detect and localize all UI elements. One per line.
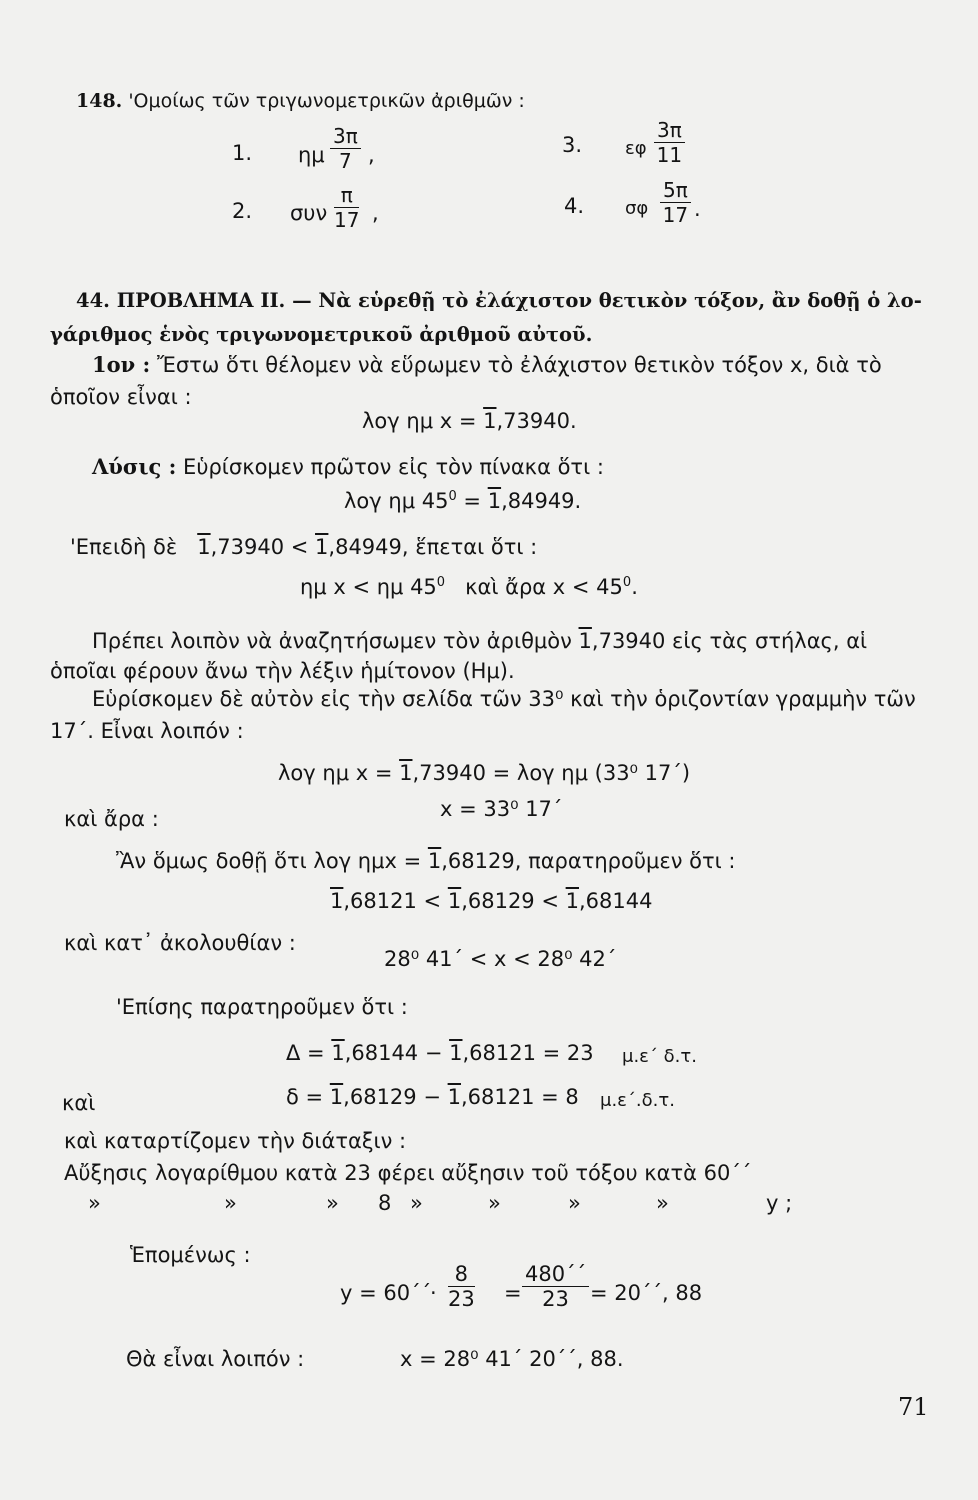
exercise-item-func: συν xyxy=(290,201,328,225)
eight-value: 8 xyxy=(378,1191,392,1215)
exercise-item-label: 4. xyxy=(564,194,585,218)
fraction-480-23 xyxy=(522,1262,589,1311)
equation-text: ,68129 < xyxy=(461,889,566,913)
solution-text: Εὑρίσκομεν πρῶτον εἰς τὸν πίνακα ὅτι : xyxy=(183,455,604,479)
delta-big-line xyxy=(286,1040,594,1066)
ditto-mark: » xyxy=(326,1191,339,1215)
exercise-item-label: 2. xyxy=(232,199,253,223)
equals-sign: = xyxy=(504,1281,522,1305)
paragraph-text: ,73940 εἰς τὰς στήλας, αἱ xyxy=(591,629,868,653)
equation-text: καὶ ἄρα x < 45 xyxy=(465,575,623,599)
characteristic: 1 xyxy=(578,629,592,653)
characteristic: 1 xyxy=(565,889,579,913)
equation-text: ,68121 = 8 xyxy=(460,1085,579,1109)
degree-mark: 0 xyxy=(448,489,457,504)
equation-text: ,84949, xyxy=(328,535,409,559)
equation-table-value xyxy=(344,484,581,514)
equation-text: = xyxy=(456,489,488,513)
exercise-item-punct: , xyxy=(368,143,375,167)
characteristic: 1 xyxy=(399,761,413,785)
arrange-label: καὶ καταρτίζομεν τὴν διάταξιν : xyxy=(64,1129,407,1153)
equation-text: ,73940 < xyxy=(210,535,316,559)
range-degrees: 28⁰ 41΄ < x < 28⁰ 42΄ xyxy=(384,947,617,971)
equation-text: λογ ημ 45 xyxy=(344,489,449,513)
also-line: 'Επίσης παρατηροῦμεν ὅτι : xyxy=(116,995,408,1019)
fraction-8-23 xyxy=(448,1262,475,1311)
equation-text: . xyxy=(631,575,638,599)
since-line xyxy=(70,534,537,560)
ditto-mark: » xyxy=(568,1191,581,1215)
exercise-item-punct: , xyxy=(372,201,379,225)
hence-label: Ἑπομένως : xyxy=(130,1243,251,1267)
characteristic: 1 xyxy=(331,1041,345,1065)
characteristic: 1 xyxy=(427,849,442,873)
given-line xyxy=(116,848,735,874)
fraction-numerator: 3π xyxy=(654,118,685,143)
fraction-denominator: 7 xyxy=(339,149,352,173)
equation-text: Ἂν ὅμως δοθῇ ὅτι λογ ημx = xyxy=(116,849,428,873)
range-line xyxy=(330,888,652,914)
part1-text-cont: ὁποῖον εἶναι : xyxy=(50,385,192,409)
unit-label: μ.ε΄ δ.τ. xyxy=(622,1046,697,1067)
problem-title-line2: γάριθμος ἑνὸς τριγωνομετρικοῦ ἀριθμοῦ αὐτοῦ. xyxy=(50,323,593,346)
problem-title-line1: 44. ΠΡΟΒΛΗΜΑ ΙΙ. — Νὰ εὑρεθῇ τὸ ἐλάχιστον θετικὸν τόξον, ἂν δοθῇ ὁ λο- xyxy=(76,289,922,312)
follows-text: ἕπεται ὅτι : xyxy=(415,535,538,559)
solution-label: Λύσις : xyxy=(92,454,177,479)
equation-result: x = 33⁰ 17΄ xyxy=(440,797,563,821)
inequality-line xyxy=(300,570,638,600)
characteristic: 1 xyxy=(483,409,497,433)
unit-label: μ.ε΄.δ.τ. xyxy=(600,1090,675,1111)
fraction-denominator: 23 xyxy=(448,1287,475,1311)
fraction-numerator: 3π xyxy=(330,124,361,149)
fraction-denominator: 17 xyxy=(334,208,360,232)
characteristic: 1 xyxy=(330,889,344,913)
paragraph-line: 17΄. Εἶναι λοιπόν : xyxy=(50,719,244,743)
fraction-numerator: 8 xyxy=(448,1262,475,1287)
consequently-label: καὶ κατ᾿ ἀκολουθίαν : xyxy=(64,931,296,955)
multiply-dot: · xyxy=(430,1281,437,1305)
characteristic: 1 xyxy=(329,1085,344,1109)
exercise-heading xyxy=(76,88,525,114)
exercise-item-fraction xyxy=(660,178,691,227)
increase-line: Αὔξησις λογαρίθμου κατὰ 23 φέρει αὔξησιν τοῦ τόξου κατὰ 60΄΄ xyxy=(64,1161,752,1185)
ditto-mark: » xyxy=(488,1191,501,1215)
equation-text: ,73940. xyxy=(496,409,577,433)
equation-text: ,68121 = 23 xyxy=(462,1041,594,1065)
exercise-item-label: 1. xyxy=(232,141,253,165)
paragraph-line: Εὑρίσκομεν δὲ αὐτὸν εἰς τὴν σελίδα τῶν 33⁰ καὶ τὴν ὁριζοντίαν γραμμὴν τῶν xyxy=(92,687,916,711)
fraction-denominator: 23 xyxy=(542,1287,569,1311)
equation-log xyxy=(278,760,690,786)
exercise-intro: 'Ομοίως τῶν τριγωνομετρικῶν ἀριθμῶν : xyxy=(128,90,525,112)
exercise-item-func: σφ xyxy=(625,198,649,219)
delta-small-line xyxy=(286,1084,579,1110)
characteristic: 1 xyxy=(197,535,211,559)
equation-text: ημ x < ημ 45 xyxy=(300,575,437,599)
since-text: 'Επειδὴ δὲ xyxy=(70,535,178,559)
fraction-numerator: 480΄΄ xyxy=(522,1262,589,1287)
ditto-mark: » xyxy=(224,1191,237,1215)
exercise-item-punct: . xyxy=(694,197,701,221)
ditto-mark: » xyxy=(88,1191,101,1215)
page-number: 71 xyxy=(898,1393,929,1421)
equation-text: δ = xyxy=(286,1085,330,1109)
characteristic: 1 xyxy=(447,1085,461,1109)
equation-text: ,84949. xyxy=(501,489,582,513)
exercise-item-fraction xyxy=(654,118,685,167)
kai-label: καὶ xyxy=(62,1091,96,1115)
final-equation: x = 28⁰ 41΄ 20΄΄, 88. xyxy=(400,1347,624,1371)
exercise-item-func: εφ xyxy=(625,138,647,159)
y-result: = 20΄΄, 88 xyxy=(590,1281,703,1305)
equation-text: ,73940 = λογ ημ (33⁰ 17΄) xyxy=(412,761,691,785)
equation-text: ,68121 < xyxy=(343,889,448,913)
fraction-numerator: π xyxy=(334,183,359,208)
fraction-denominator: 17 xyxy=(662,203,689,227)
part-label: 1ον : xyxy=(92,352,151,377)
exercise-item-func: ημ xyxy=(298,143,325,167)
y-equation: y = 60΄΄ xyxy=(340,1281,432,1305)
exercise-item-label: 3. xyxy=(562,133,583,157)
equation-text: Δ = xyxy=(286,1041,332,1065)
equation-text: ,68129, παρατηροῦμεν ὅτι : xyxy=(441,849,736,873)
ditto-mark: » xyxy=(410,1191,423,1215)
characteristic: 1 xyxy=(447,889,462,913)
characteristic: 1 xyxy=(449,1041,463,1065)
equation-text: ,68129 − xyxy=(343,1085,448,1109)
part1-paragraph xyxy=(92,352,882,378)
equation-text: λογ ημ x = xyxy=(278,761,400,785)
equation-text: ,68144 xyxy=(579,889,653,913)
solution-line xyxy=(92,454,604,480)
characteristic: 1 xyxy=(315,535,329,559)
unknown-y: y ; xyxy=(766,1191,793,1215)
equation-text: ,68144 − xyxy=(344,1041,450,1065)
characteristic: 1 xyxy=(487,489,502,513)
ditto-mark: » xyxy=(656,1191,669,1215)
exercise-item-fraction xyxy=(334,183,359,232)
paragraph-line: ὁποῖαι φέρουν ἄνω τὴν λέξιν ἡμίτονον (Ημ). xyxy=(50,659,515,683)
paragraph-line xyxy=(92,628,867,654)
degree-mark: 0 xyxy=(622,575,632,590)
part1-text: Ἔστω ὅτι θέλομεν νὰ εὕρωμεν τὸ ἐλάχιστον θετικὸν τόξον x, διὰ τὸ xyxy=(156,353,882,377)
fraction-numerator: 5π xyxy=(660,178,691,203)
equation-given xyxy=(362,408,577,434)
exercise-number: 148. xyxy=(76,90,123,112)
equation-text: λογ ημ x = xyxy=(362,409,484,433)
final-label: Θὰ εἶναι λοιπόν : xyxy=(126,1347,305,1371)
degree-mark: 0 xyxy=(436,575,446,590)
exercise-item-fraction xyxy=(330,124,361,173)
paragraph-text: Πρέπει λοιπὸν νὰ ἀναζητήσωμεν τὸν ἀριθμὸν xyxy=(92,629,579,653)
therefore-label: καὶ ἄρα : xyxy=(64,807,159,831)
fraction-denominator: 11 xyxy=(656,143,683,167)
